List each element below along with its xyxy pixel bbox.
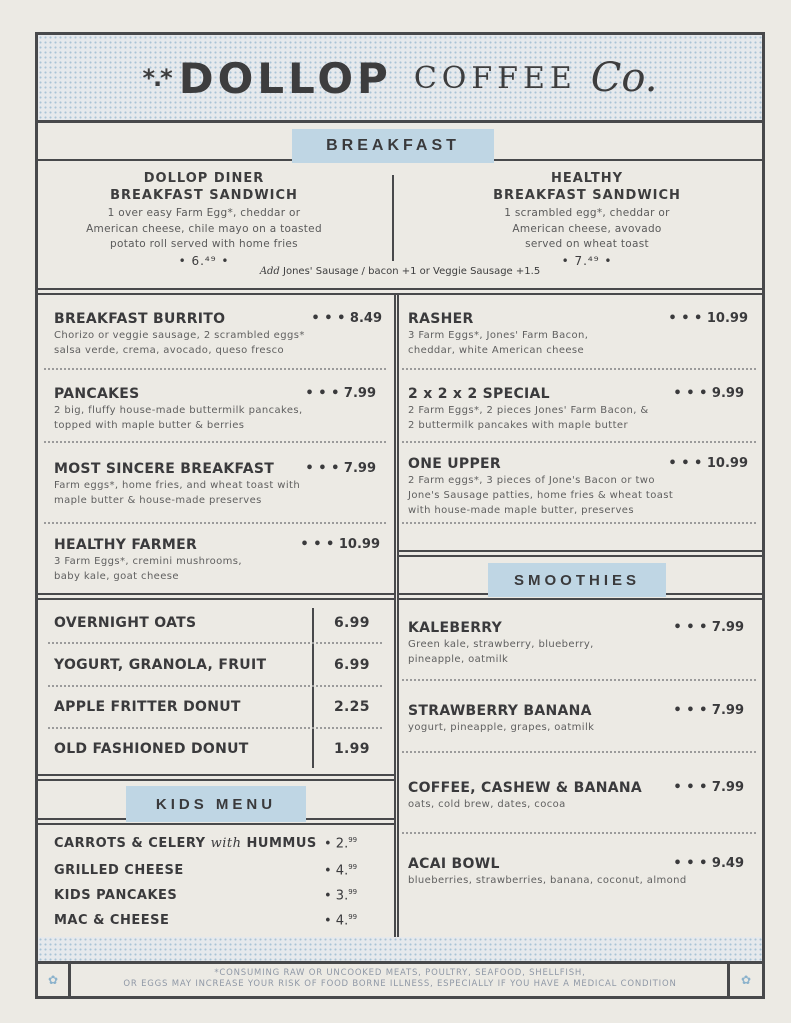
flower-icon: ✿ bbox=[47, 973, 59, 987]
featured-desc bbox=[62, 206, 346, 253]
item-desc-line: salsa verde, crema, avocado, queso fresco bbox=[54, 345, 285, 356]
item-name: COFFEE, CASHEW & BANANA bbox=[408, 780, 643, 796]
dotted-divider bbox=[402, 832, 756, 834]
kids-item-mac-cheese bbox=[54, 913, 169, 928]
smoothie-coffee-cashew-banana bbox=[408, 780, 744, 812]
kids-price-main: • 2. bbox=[324, 836, 349, 852]
smoothies-rule bbox=[398, 550, 762, 552]
dotted-divider bbox=[402, 751, 756, 753]
item-desc-line: with house-made maple butter, preserves bbox=[408, 505, 634, 516]
kids-menu-banner: KIDS MENU bbox=[126, 786, 306, 822]
item-desc bbox=[408, 403, 748, 433]
item-desc bbox=[54, 328, 382, 358]
simple-item-name: OVERNIGHT OATS bbox=[54, 615, 197, 631]
item-desc-line: oats, cold brew, dates, cocoa bbox=[408, 799, 566, 810]
featured-divider bbox=[392, 175, 394, 261]
item-desc-line: Chorizo or veggie sausage, 2 scrambled eggs* bbox=[54, 330, 305, 341]
logo-coffee: COFFEE bbox=[413, 60, 577, 96]
kids-item-price bbox=[324, 913, 357, 928]
item-price: • • • 10.99 bbox=[668, 456, 748, 471]
item-desc-line: 3 Farm Eggs*, Jones' Farm Bacon, bbox=[408, 330, 589, 341]
left-section-rule bbox=[38, 593, 395, 595]
dotted-divider bbox=[48, 727, 382, 729]
center-divider-2 bbox=[397, 293, 399, 963]
simple-item-name: OLD FASHIONED DONUT bbox=[54, 741, 249, 757]
kids-rule-2 bbox=[38, 779, 395, 781]
featured-bottom-rule bbox=[38, 288, 762, 290]
footer-ornament-left bbox=[38, 964, 71, 996]
kids-price-cents: 99 bbox=[348, 836, 358, 844]
kids-rule-4 bbox=[38, 823, 395, 825]
featured-title: BREAKFAST SANDWICH bbox=[110, 188, 298, 203]
item-name: MOST SINCERE BREAKFAST bbox=[54, 461, 275, 477]
simple-items-divider bbox=[312, 608, 314, 768]
featured-desc-line: 1 scrambled egg*, cheddar or bbox=[504, 207, 670, 219]
item-name: KALEBERRY bbox=[408, 620, 503, 636]
featured-desc-line: served on wheat toast bbox=[525, 238, 649, 250]
menu-item-one-upper bbox=[408, 456, 748, 518]
item-name: 2 x 2 x 2 SPECIAL bbox=[408, 386, 550, 402]
item-desc-line: 2 buttermilk pancakes with maple butter bbox=[408, 420, 628, 431]
menu-item-most-sincere-breakfast bbox=[54, 461, 382, 508]
simple-item-price: 2.25 bbox=[334, 699, 370, 715]
item-name: ACAI BOWL bbox=[408, 856, 500, 872]
smoothie-kaleberry bbox=[408, 620, 744, 667]
dotted-divider bbox=[402, 522, 756, 524]
logo-dollop: DOLLOP bbox=[178, 53, 392, 103]
kids-price-main: • 3. bbox=[324, 888, 349, 904]
item-desc bbox=[408, 873, 744, 888]
dotted-divider bbox=[48, 685, 382, 687]
menu-item-2x2x2-special bbox=[408, 386, 748, 433]
featured-title: BREAKFAST SANDWICH bbox=[493, 188, 681, 203]
featured-bottom-rule-2 bbox=[38, 293, 762, 295]
featured-desc-line: potato roll served with home fries bbox=[110, 238, 298, 250]
item-price: • • • 7.99 bbox=[673, 780, 744, 795]
logo-co: Co. bbox=[590, 55, 658, 101]
simple-item-price: 1.99 bbox=[334, 741, 370, 757]
kids-item-name: MAC & CHEESE bbox=[54, 913, 170, 928]
featured-desc bbox=[446, 206, 728, 253]
featured-desc-line: American cheese, avovado bbox=[512, 222, 662, 235]
smoothies-rule-4 bbox=[398, 598, 762, 600]
add-on-line bbox=[38, 266, 762, 277]
featured-title: DOLLOP DINER bbox=[143, 171, 265, 186]
item-price: • • • 7.99 bbox=[673, 703, 744, 718]
featured-diner-sandwich bbox=[62, 170, 346, 268]
menu-item-healthy-farmer bbox=[54, 537, 382, 584]
simple-item-name: APPLE FRITTER DONUT bbox=[54, 699, 241, 715]
kids-price-main: • 4. bbox=[324, 913, 349, 929]
item-desc bbox=[408, 637, 744, 667]
kids-item-price bbox=[324, 836, 357, 851]
item-desc bbox=[408, 328, 748, 358]
footer-ornament-right bbox=[727, 964, 762, 996]
smoothie-acai-bowl bbox=[408, 856, 744, 888]
center-divider bbox=[394, 293, 396, 963]
simple-item-price: 6.99 bbox=[334, 657, 370, 673]
item-desc bbox=[54, 478, 382, 508]
bottom-dot-band bbox=[38, 937, 762, 961]
kids-item-name: HUMMUS bbox=[246, 836, 317, 851]
item-name: PANCAKES bbox=[54, 386, 140, 402]
logo-stars: *.* bbox=[142, 64, 171, 92]
footer-disclaimer bbox=[73, 964, 727, 996]
header-rule bbox=[38, 120, 762, 123]
disclaimer-line: OR EGGS MAY INCREASE YOUR RISK OF FOOD BORNE ILLNESS, ESPECIALLY IF YOU HAVE A MEDICAL CONDITION bbox=[123, 979, 677, 989]
add-word: Add bbox=[259, 266, 280, 277]
kids-item-carrots bbox=[54, 836, 317, 851]
dotted-divider bbox=[44, 441, 386, 443]
menu-item-breakfast-burrito bbox=[54, 311, 382, 358]
item-desc bbox=[408, 797, 744, 812]
kids-item-with: with bbox=[210, 836, 242, 851]
item-name: RASHER bbox=[408, 311, 474, 327]
item-price: • • • 7.99 bbox=[673, 620, 744, 635]
featured-price: • 6.⁴⁹ • bbox=[178, 253, 230, 268]
featured-desc-line: American cheese, chile mayo on a toasted bbox=[86, 222, 322, 235]
disclaimer-line: *CONSUMING RAW OR UNCOOKED MEATS, POULTRY, SEAFOOD, SHELLFISH, bbox=[214, 968, 586, 978]
smoothies-rule-2 bbox=[398, 555, 762, 557]
featured-desc-line: 1 over easy Farm Egg*, cheddar or bbox=[107, 207, 301, 219]
breakfast-banner: BREAKFAST bbox=[292, 129, 494, 163]
logo bbox=[38, 35, 762, 121]
header bbox=[38, 35, 762, 121]
simple-item-price: 6.99 bbox=[334, 615, 370, 631]
flower-icon: ✿ bbox=[740, 973, 752, 987]
item-desc-line: baby kale, goat cheese bbox=[54, 571, 179, 582]
item-price: • • • 9.49 bbox=[673, 856, 744, 871]
featured-healthy-sandwich bbox=[446, 170, 728, 268]
item-desc bbox=[54, 403, 382, 433]
item-desc-line: Green kale, strawberry, blueberry, bbox=[408, 639, 594, 650]
item-desc bbox=[408, 473, 748, 518]
item-price: • • • 8.49 bbox=[311, 311, 382, 326]
kids-price-cents: 99 bbox=[348, 913, 358, 921]
menu-item-pancakes bbox=[54, 386, 382, 433]
item-price: • • • 10.99 bbox=[300, 537, 380, 552]
item-desc-line: topped with maple butter & berries bbox=[54, 420, 245, 431]
smoothies-banner: SMOOTHIES bbox=[488, 563, 666, 597]
featured-title: HEALTHY bbox=[550, 171, 624, 186]
kids-item-price bbox=[324, 888, 357, 903]
kids-price-main: • 4. bbox=[324, 863, 349, 879]
kids-price-cents: 99 bbox=[348, 888, 358, 896]
kids-item-grilled-cheese bbox=[54, 863, 184, 878]
item-desc-line: Jone's Sausage patties, home fries & wheat toast bbox=[408, 490, 674, 501]
kids-item-name: GRILLED CHEESE bbox=[54, 863, 184, 878]
dotted-divider bbox=[402, 679, 756, 681]
item-desc-line: 2 Farm eggs*, 3 pieces of Jone's Bacon or two bbox=[408, 475, 655, 486]
kids-item-pancakes bbox=[54, 888, 177, 903]
item-desc-line: yogurt, pineapple, grapes, oatmilk bbox=[408, 722, 595, 733]
item-desc-line: maple butter & house-made preserves bbox=[54, 495, 262, 506]
item-desc-line: Farm eggs*, home fries, and wheat toast with bbox=[54, 480, 301, 491]
item-desc-line: pineapple, oatmilk bbox=[408, 654, 509, 665]
left-section-rule-2 bbox=[38, 598, 395, 600]
item-name: HEALTHY FARMER bbox=[54, 537, 198, 553]
dotted-divider bbox=[44, 522, 386, 524]
item-desc-line: cheddar, white American cheese bbox=[408, 345, 585, 356]
dotted-divider bbox=[402, 368, 756, 370]
item-name: BREAKFAST BURRITO bbox=[54, 311, 226, 327]
item-desc-line: 2 big, fluffy house-made buttermilk pancakes, bbox=[54, 405, 303, 416]
kids-price-cents: 99 bbox=[348, 863, 358, 871]
dotted-divider bbox=[48, 642, 382, 644]
item-desc-line: 3 Farm Eggs*, cremini mushrooms, bbox=[54, 556, 242, 567]
featured-price: • 7.⁴⁹ • bbox=[561, 253, 613, 268]
item-price: • • • 10.99 bbox=[668, 311, 748, 326]
simple-item-name: YOGURT, GRANOLA, FRUIT bbox=[54, 657, 267, 673]
kids-item-price bbox=[324, 863, 357, 878]
item-price: • • • 9.99 bbox=[673, 386, 744, 401]
kids-item-name: KIDS PANCAKES bbox=[54, 888, 178, 903]
item-price: • • • 7.99 bbox=[305, 386, 376, 401]
dotted-divider bbox=[402, 441, 756, 443]
item-desc bbox=[408, 720, 744, 735]
item-desc-line: 2 Farm Eggs*, 2 pieces Jones' Farm Bacon, & bbox=[408, 405, 649, 416]
add-on-text: Jones' Sausage / bacon +1 or Veggie Sausage +1.5 bbox=[283, 266, 541, 277]
item-desc bbox=[54, 554, 382, 584]
item-name: STRAWBERRY BANANA bbox=[408, 703, 592, 719]
kids-item-name: CARROTS & CELERY bbox=[54, 836, 206, 851]
item-desc-line: blueberries, strawberries, banana, coconut, almond bbox=[408, 875, 687, 886]
smoothie-strawberry-banana bbox=[408, 703, 744, 735]
kids-rule bbox=[38, 774, 395, 776]
item-price: • • • 7.99 bbox=[305, 461, 376, 476]
menu-item-rasher bbox=[408, 311, 748, 358]
item-name: ONE UPPER bbox=[408, 456, 501, 472]
dotted-divider bbox=[44, 368, 386, 370]
